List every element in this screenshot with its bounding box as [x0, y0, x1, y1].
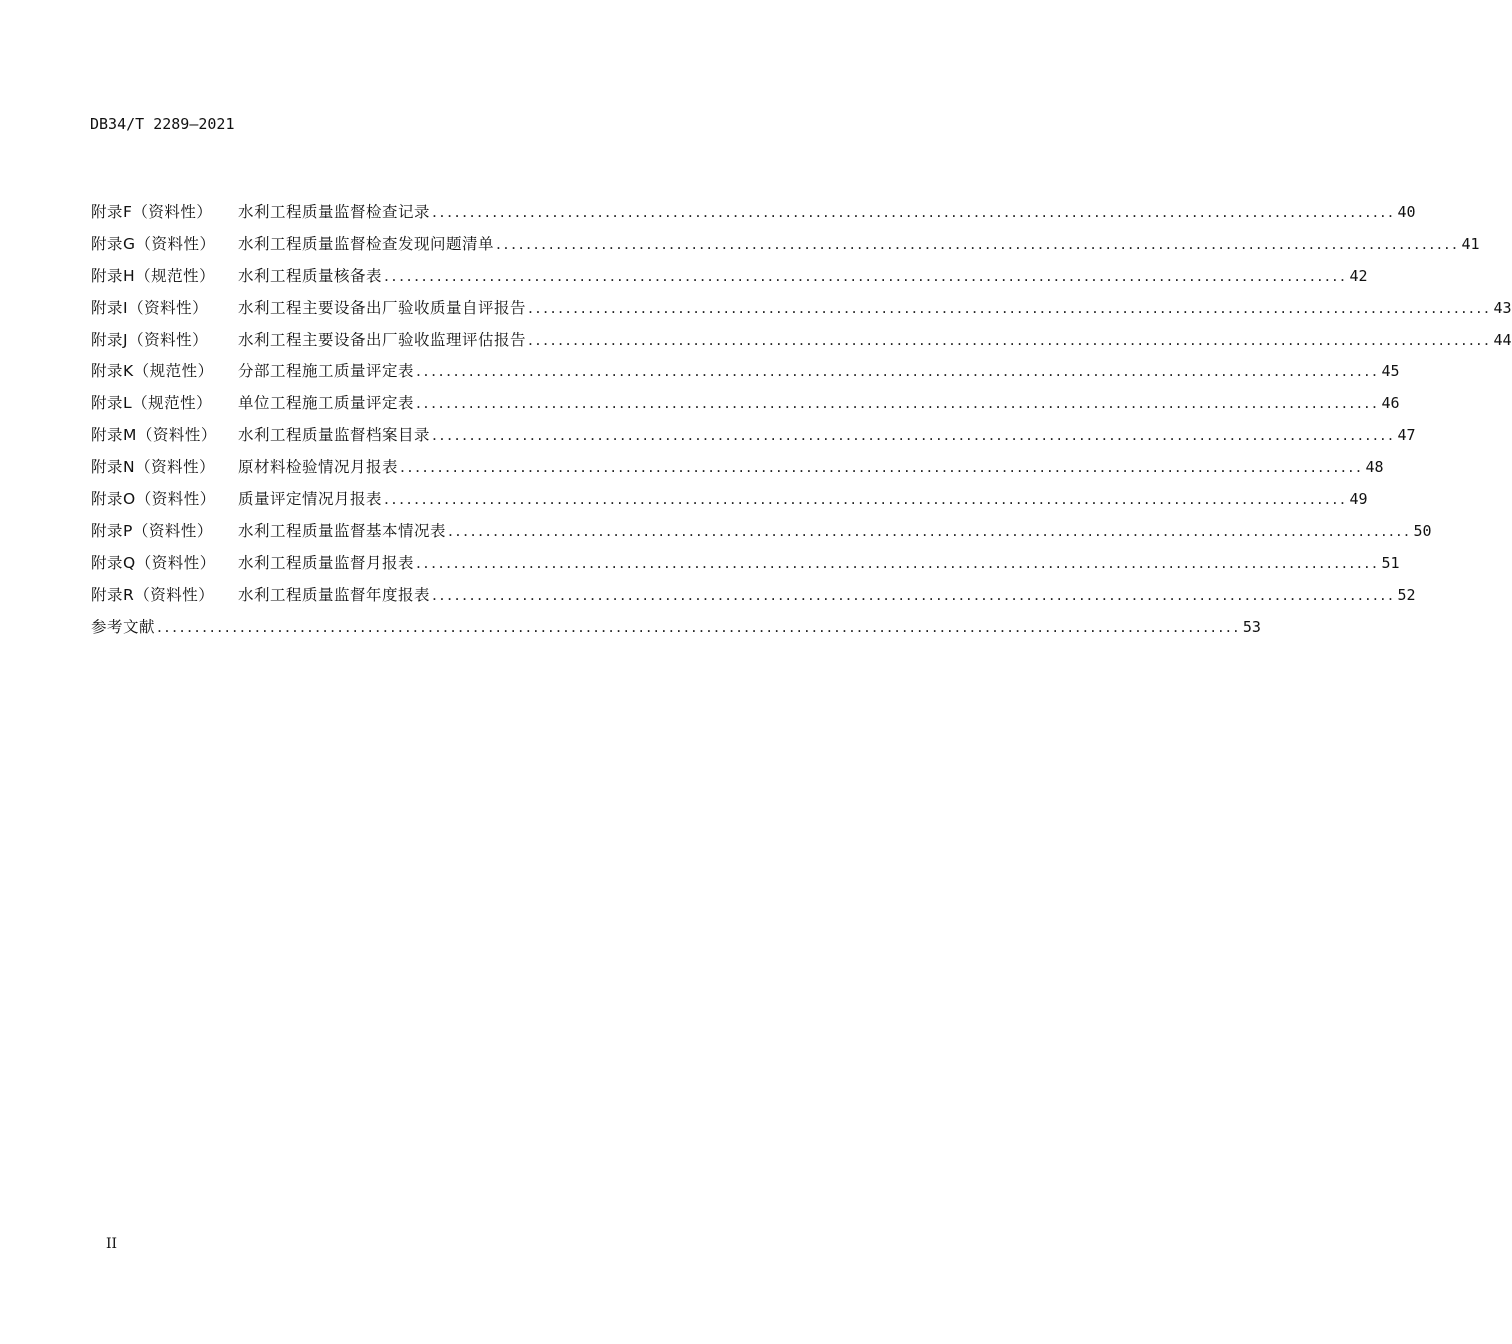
toc-entry-page: 53 [1242, 617, 1261, 636]
toc-entry[interactable] [91, 455, 1384, 487]
toc-entry-label: 附录Q（资料性） [91, 553, 216, 572]
toc-leader-dots: ................................................................................................................................ [416, 362, 1380, 381]
toc-entry-title: 水利工程质量监督基本情况表 [238, 521, 447, 540]
toc-leader-dots: ................................................................................................................................ [384, 266, 1348, 285]
toc-leader-dots: ................................................................................................................................ [528, 298, 1492, 317]
document-id-header: DB34/T 2289—2021 [90, 115, 235, 133]
toc-entry-label: 附录O（资料性） [91, 490, 216, 509]
toc-entry[interactable] [91, 359, 1400, 391]
toc-entry-label: 附录L（规范性） [91, 394, 213, 413]
toc-entry-page: 40 [1397, 203, 1416, 221]
toc-entry[interactable] [91, 296, 1512, 328]
toc-entry-page: 48 [1365, 458, 1384, 477]
toc-entry-title: 分部工程施工质量评定表 [238, 362, 415, 381]
page-number: II [106, 1236, 118, 1252]
toc-entry-title: 水利工程主要设备出厂验收监理评估报告 [238, 330, 527, 349]
toc-entry-title: 原材料检验情况月报表 [238, 458, 399, 477]
toc-entry-title: 水利工程质量监督月报表 [238, 553, 415, 572]
toc-entry-page: 42 [1349, 266, 1368, 285]
toc-leader-dots: ................................................................................................................................ [384, 490, 1348, 509]
toc-entry[interactable] [91, 200, 1416, 232]
toc-leader-dots: ................................................................................................................................ [432, 426, 1396, 445]
toc-entry[interactable] [91, 232, 1480, 264]
toc-entry-title: 水利工程主要设备出厂验收质量自评报告 [238, 298, 527, 317]
toc-entry-page: 51 [1381, 553, 1400, 572]
toc-entry-references[interactable] [91, 615, 1261, 647]
toc-entry-title: 水利工程质量监督检查记录 [238, 203, 431, 221]
table-of-contents [91, 200, 1512, 646]
toc-leader-dots: ................................................................................................................................ [432, 203, 1396, 221]
toc-leader-dots: ................................................................................................................................ [400, 458, 1364, 477]
toc-entry-page: 43 [1493, 298, 1512, 317]
toc-entry[interactable] [91, 487, 1368, 519]
toc-leader-dots: ................................................................................................................................ [432, 585, 1396, 604]
toc-entry-title: 质量评定情况月报表 [238, 490, 383, 509]
toc-entry-page: 41 [1461, 234, 1480, 253]
toc-entry-label: 附录I（资料性） [91, 298, 209, 317]
toc-leader-dots: ................................................................................................................................ [416, 553, 1380, 572]
toc-leader-dots: ................................................................................................................................ [448, 521, 1412, 540]
toc-entry-page: 52 [1397, 585, 1416, 604]
toc-entry-label: 附录F（资料性） [91, 203, 213, 221]
toc-entry[interactable] [91, 519, 1432, 551]
toc-leader-dots: ................................................................................................................................ [416, 394, 1380, 413]
toc-leader-dots: ................................................................................................................................ [496, 234, 1460, 253]
toc-entry-title: 单位工程施工质量评定表 [238, 394, 415, 413]
toc-entry[interactable] [91, 328, 1512, 360]
toc-entry-title: 水利工程质量监督检查发现问题清单 [238, 234, 495, 253]
toc-entry-title: 参考文献 [91, 617, 156, 636]
toc-entry-title: 水利工程质量监督年度报表 [238, 585, 431, 604]
toc-entry-label: 附录J（资料性） [91, 330, 209, 349]
toc-entry-title: 水利工程质量核备表 [238, 266, 383, 285]
toc-entry-label: 附录P（资料性） [91, 521, 213, 540]
toc-entry[interactable] [91, 264, 1368, 296]
toc-entry[interactable] [91, 423, 1416, 455]
toc-entry-page: 50 [1413, 521, 1432, 540]
toc-entry-page: 45 [1381, 362, 1400, 381]
toc-entry-page: 47 [1397, 426, 1416, 445]
toc-entry-label: 附录R（资料性） [91, 585, 215, 604]
toc-entry-label: 附录G（资料性） [91, 234, 216, 253]
toc-entry[interactable] [91, 583, 1416, 615]
toc-entry-title: 水利工程质量监督档案目录 [238, 426, 431, 445]
toc-entry[interactable] [91, 391, 1400, 423]
toc-entry-page: 44 [1493, 330, 1512, 349]
toc-entry[interactable] [91, 551, 1400, 583]
toc-entry-label: 附录H（规范性） [91, 266, 216, 285]
toc-leader-dots: ................................................................................................................................................ [157, 617, 1241, 636]
toc-entry-label: 附录K（规范性） [91, 362, 214, 381]
toc-entry-page: 46 [1381, 394, 1400, 413]
toc-entry-label: 附录N（资料性） [91, 458, 216, 477]
toc-entry-page: 49 [1349, 490, 1368, 509]
toc-leader-dots: ................................................................................................................................ [528, 330, 1492, 349]
toc-entry-label: 附录M（资料性） [91, 426, 217, 445]
